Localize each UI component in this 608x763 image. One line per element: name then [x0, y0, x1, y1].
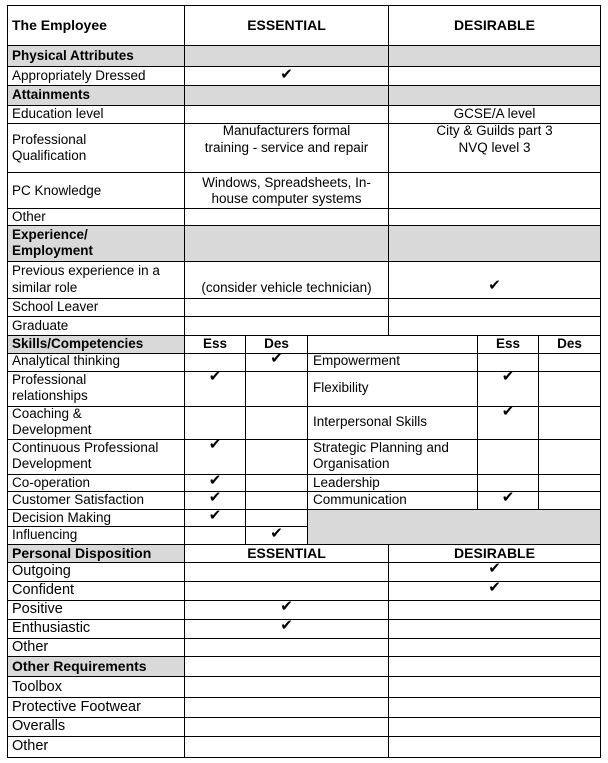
- disposition-desirable-header: DESIRABLE: [454, 545, 535, 561]
- skills-heading: Skills/Competencies: [12, 336, 144, 351]
- row-line: [7, 85, 601, 86]
- qualification-essential-1: Manufacturers formal: [222, 123, 351, 138]
- customer-satisfaction-ess-check: ✔: [208, 490, 222, 506]
- professional-relationships-label-2: relationships: [12, 388, 88, 403]
- row-line: [7, 261, 601, 262]
- pc-knowledge-label: PC Knowledge: [12, 183, 102, 198]
- analytical-thinking-label: Analytical thinking: [12, 353, 121, 368]
- professional-qualification-label-1: Professional: [12, 132, 87, 147]
- communication-label: Communication: [313, 492, 407, 507]
- row-line: [7, 757, 601, 758]
- confident-label: Confident: [12, 582, 75, 598]
- qualification-desirable-2: NVQ level 3: [458, 140, 531, 155]
- qualification-essential-2: training - service and repair: [204, 140, 369, 155]
- previous-experience-label-2: similar role: [12, 280, 78, 295]
- outgoing-desirable-check: ✔: [488, 561, 501, 577]
- row-line: [7, 316, 601, 317]
- coaching-development-label-1: Coaching &: [12, 406, 82, 421]
- leadership-label: Leadership: [313, 475, 380, 490]
- cpd-ess-check: ✔: [208, 437, 222, 453]
- education-level-label: Education level: [12, 106, 104, 121]
- row-line: [7, 676, 601, 677]
- professional-qualification-label-2: Qualification: [12, 148, 87, 163]
- experience-heading-1: Experience/: [12, 227, 88, 242]
- positive-essential-check: ✔: [280, 599, 293, 615]
- cpd-label-2: Development: [12, 456, 92, 471]
- coaching-development-label-2: Development: [12, 422, 92, 437]
- influencing-label: Influencing: [12, 527, 78, 542]
- customer-satisfaction-label: Customer Satisfaction: [12, 492, 145, 507]
- empowerment-label: Empowerment: [313, 353, 401, 368]
- cpd-label-1: Continuous Professional: [12, 440, 159, 455]
- interpersonal-skills-label: Interpersonal Skills: [313, 414, 428, 429]
- skills-ess-header-right: Ess: [495, 336, 521, 351]
- previous-experience-essential: (consider vehicle technician): [201, 280, 372, 295]
- influencing-des-check: ✔: [270, 526, 283, 542]
- column-line: [538, 335, 539, 509]
- protective-footwear-label: Protective Footwear: [12, 699, 141, 715]
- row-line: [7, 225, 601, 226]
- person-specification-table: [7, 5, 601, 758]
- row-line: [7, 5, 601, 6]
- strategic-planning-label-1: Strategic Planning and: [313, 440, 449, 455]
- graduate-label: Graduate: [12, 318, 69, 333]
- disposition-essential-header: ESSENTIAL: [247, 545, 326, 561]
- decision-making-label: Decision Making: [12, 510, 112, 525]
- disposition-other-label: Other: [12, 639, 49, 655]
- previous-experience-desirable-check: ✔: [488, 278, 501, 294]
- physical-heading: Physical Attributes: [12, 48, 134, 63]
- enthusiastic-label: Enthusiastic: [12, 620, 91, 636]
- overalls-label: Overalls: [12, 718, 66, 734]
- interpersonal-skills-ess-check: ✔: [501, 404, 515, 420]
- professional-relationships-label-1: Professional: [12, 372, 87, 387]
- column-line: [600, 5, 601, 758]
- communication-ess-check: ✔: [501, 490, 515, 506]
- experience-heading-2: Employment: [12, 243, 94, 258]
- attainments-other-label: Other: [12, 209, 46, 224]
- skills-des-header-right: Des: [557, 336, 582, 351]
- column-line: [477, 335, 478, 509]
- row-line: [7, 45, 601, 46]
- disposition-heading: Personal Disposition: [12, 545, 152, 561]
- positive-label: Positive: [12, 601, 63, 617]
- attainments-heading: Attainments: [12, 87, 91, 102]
- enthusiastic-essential-check: ✔: [280, 618, 293, 634]
- row-line: [7, 736, 601, 737]
- analytical-thinking-des-check: ✔: [270, 351, 283, 367]
- skills-ess-header-left: Ess: [202, 336, 228, 351]
- co-operation-ess-check: ✔: [208, 473, 222, 489]
- row-line: [7, 697, 601, 698]
- qualification-desirable-1: City & Guilds part 3: [436, 123, 553, 138]
- row-line: [7, 172, 601, 173]
- education-level-desirable: GCSE/A level: [453, 106, 536, 121]
- skills-empty-shade: [307, 509, 601, 544]
- confident-desirable-check: ✔: [488, 580, 501, 596]
- appropriately-dressed-essential-check: ✔: [280, 67, 293, 83]
- flexibility-label: Flexibility: [313, 380, 369, 395]
- appropriately-dressed-label: Appropriately Dressed: [12, 68, 146, 83]
- other-requirements-heading: Other Requirements: [12, 658, 147, 674]
- pc-knowledge-essential-1: Windows, Spreadsheets, In-: [202, 175, 371, 190]
- co-operation-label: Co-operation: [12, 475, 91, 490]
- toolbox-label: Toolbox: [12, 679, 62, 695]
- header-title: The Employee: [12, 17, 107, 33]
- decision-making-ess-check: ✔: [208, 508, 222, 524]
- header-desirable: DESIRABLE: [454, 17, 535, 33]
- strategic-planning-label-2: Organisation: [313, 456, 390, 471]
- outgoing-label: Outgoing: [12, 563, 71, 579]
- previous-experience-label-1: Previous experience in a: [12, 263, 160, 278]
- school-leaver-label: School Leaver: [12, 299, 99, 314]
- pc-knowledge-essential-2: house computer systems: [211, 191, 362, 206]
- professional-relationships-ess-check: ✔: [208, 369, 222, 385]
- other-requirements-other-label: Other: [12, 738, 49, 754]
- skills-des-header-left: Des: [264, 336, 289, 351]
- header-essential: ESSENTIAL: [247, 17, 326, 33]
- flexibility-ess-check: ✔: [501, 369, 515, 385]
- row-line: [7, 656, 601, 657]
